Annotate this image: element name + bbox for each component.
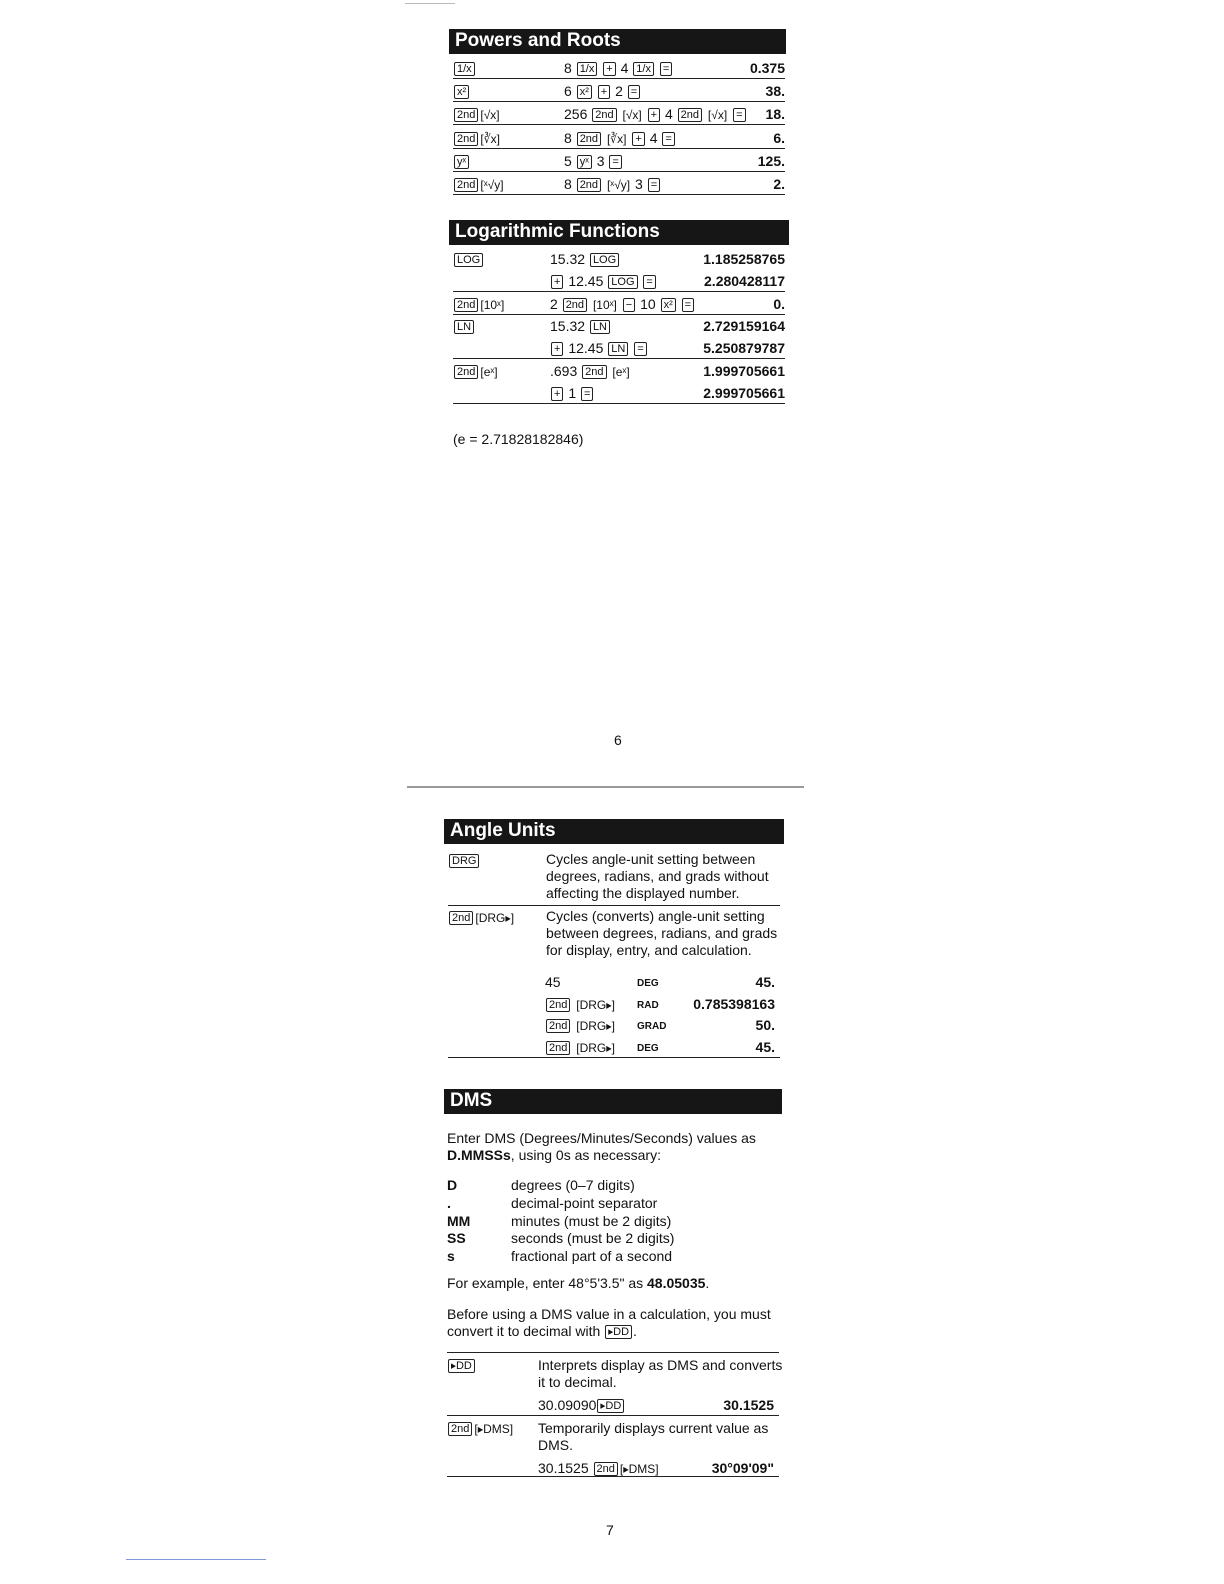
log-result-5: 1.999705661 (703, 362, 785, 379)
angle-example-seq-2: 2nd [DRG▸] (545, 1016, 616, 1035)
dms-table-top-rule (447, 1352, 779, 1353)
dms-header (444, 1089, 782, 1114)
angle-units-header (444, 819, 784, 844)
powers-result-4: 125. (757, 152, 785, 169)
angle-example-result-1: 0.785398163 (693, 995, 775, 1012)
dms-legend-text-4: fractional part of a second (511, 1248, 673, 1265)
powers-sequence-5: 8 2nd [ˣ√y] 3 = (564, 175, 661, 194)
log-key-0: LOG (453, 250, 484, 268)
to-dd-description: Interprets display as DMS and converts it to decimal. (538, 1357, 783, 1390)
log-sequence-4: + 12.45 LN = (550, 339, 648, 357)
page-number-6: 6 (614, 732, 622, 748)
log-sequence-1: + 12.45 LOG = (550, 272, 657, 290)
powers-rule-0 (453, 78, 785, 79)
angle-example-seq-1: 2nd [DRG▸] (545, 995, 616, 1014)
powers-key-0: 1/x (453, 59, 476, 77)
powers-rule-4 (453, 171, 785, 172)
log-result-6: 2.999705661 (703, 384, 785, 401)
log-rule-6 (453, 403, 785, 404)
dms-legend-symbol-2: MM (447, 1212, 471, 1229)
drg-key: DRG (448, 851, 480, 869)
angle-bottom-rule (448, 1057, 780, 1058)
powers-sequence-1: 6 x² + 2 = (564, 82, 641, 100)
dms-before-text: Before using a DMS value in a calculation, you must convert it to decimal with ▸DD . (447, 1306, 771, 1339)
angle-example-result-0: 45. (755, 974, 775, 990)
powers-key-2: 2nd [√x] (453, 105, 501, 124)
powers-rule-2 (453, 124, 785, 125)
log-sequence-3: 15.32 LN (550, 317, 611, 335)
dms-bottom-rule (447, 1476, 779, 1477)
powers-key-5: 2nd [ˣ√y] (453, 175, 505, 194)
to-dd-example: 30.09090 ▸DD (538, 1396, 625, 1414)
dms-intro: Enter DMS (Degrees/Minutes/Seconds) values as D.MMSSs, using 0s as necessary: (447, 1130, 756, 1163)
powers-roots-title: Powers and Roots (455, 30, 621, 51)
log-functions-title: Logarithmic Functions (455, 221, 660, 242)
dms-legend-text-0: degrees (0–7 digits) (511, 1177, 635, 1193)
angle-example-mode-1: RAD (637, 999, 659, 1011)
powers-roots-header (449, 29, 786, 54)
log-key-2: 2nd [10ˣ] (453, 295, 505, 314)
angle-example-mode-0: DEG (637, 978, 659, 989)
dms-legend-symbol-0: D (447, 1177, 458, 1193)
angle-example-mode-2: GRAD (637, 1021, 667, 1032)
scan-edge-bottom (126, 1559, 266, 1560)
to-dms-example: 30.1525 2nd [▸DMS] (538, 1460, 659, 1476)
dms-example-text: For example, enter 48°5'3.5" as 48.05035. (447, 1275, 710, 1291)
log-rule-1 (453, 291, 785, 292)
to-dd-key: ▸DD (447, 1356, 476, 1374)
drg-convert-key: 2nd [DRG▸] (448, 908, 515, 927)
dms-legend-text-3: seconds (must be 2 digits) (511, 1230, 675, 1247)
log-sequence-0: 15.32 LOG (550, 250, 620, 268)
drg-rule (448, 905, 780, 906)
angle-example-seq-0: 45 (545, 974, 561, 990)
drg-description: Cycles angle-unit setting between degrees, radians, and grads without affecting the displayed number. (546, 851, 769, 901)
page-number-7: 7 (606, 1522, 614, 1538)
log-result-4: 5.250879787 (703, 340, 785, 357)
dms-legend-text-1: decimal-point separator (511, 1194, 658, 1211)
to-dms-description: Temporarily displays current value as DMS. (538, 1420, 769, 1453)
powers-key-3: 2nd [∛x] (453, 129, 501, 148)
drg-convert-description: Cycles (converts) angle-unit setting between degrees, radians, and grads for display, entry, and calculation. (546, 908, 778, 958)
dms-legend-symbol-4: s (447, 1248, 455, 1265)
log-sequence-6: + 1 = (550, 384, 594, 402)
log-result-0: 1.185258765 (703, 251, 785, 267)
page-divider (407, 786, 804, 788)
powers-sequence-0: 8 1/x + 4 1/x = (564, 59, 673, 77)
powers-sequence-4: 5 yˣ 3 = (564, 152, 623, 170)
angle-example-result-2: 50. (755, 1017, 775, 1033)
angle-units-title: Angle Units (450, 820, 556, 841)
powers-result-0: 0.375 (749, 60, 785, 76)
log-key-5: 2nd [eˣ] (453, 362, 499, 381)
powers-rule-5 (453, 194, 785, 195)
angle-example-result-3: 45. (755, 1038, 775, 1055)
dms-legend-symbol-1: . (447, 1194, 451, 1211)
to-dd-result: 30.1525 (723, 1397, 774, 1413)
log-sequence-5: .693 2nd [eˣ] (550, 362, 630, 379)
log-rule-2 (453, 314, 785, 315)
scan-edge-top (405, 3, 455, 4)
log-result-3: 2.729159164 (703, 317, 785, 334)
powers-sequence-3: 8 2nd [∛x] + 4 = (564, 129, 676, 148)
angle-example-mode-3: DEG (637, 1042, 659, 1054)
powers-rule-1 (453, 101, 785, 102)
powers-result-1: 38. (765, 83, 785, 100)
to-dms-key: 2nd [▸DMS] (447, 1419, 514, 1438)
dms-legend-symbol-3: SS (447, 1230, 466, 1247)
to-dms-result: 30°09'09" (711, 1460, 774, 1476)
powers-result-2: 18. (765, 106, 785, 123)
dms-title: DMS (450, 1090, 493, 1111)
log-result-2: 0. (773, 295, 785, 312)
powers-rule-3 (453, 148, 785, 149)
angle-example-seq-3: 2nd [DRG▸] (545, 1038, 616, 1057)
log-sequence-2: 2 2nd [10ˣ] − 10 x² = (550, 295, 695, 314)
log-key-3: LN (453, 317, 475, 335)
log-rule-4 (453, 358, 785, 359)
dms-legend-text-2: minutes (must be 2 digits) (511, 1212, 672, 1229)
log-result-1: 2.280428117 (704, 273, 785, 290)
powers-result-5: 2. (773, 176, 785, 192)
log-functions-header (449, 220, 789, 245)
powers-key-1: x² (453, 82, 470, 100)
powers-result-3: 6. (773, 129, 785, 146)
powers-sequence-2: 256 2nd [√x] + 4 2nd [√x] = (564, 105, 747, 124)
to-dd-rule (447, 1415, 779, 1416)
e-constant-note: (e = 2.71828182846) (453, 431, 584, 447)
powers-key-4: yˣ (453, 152, 470, 170)
